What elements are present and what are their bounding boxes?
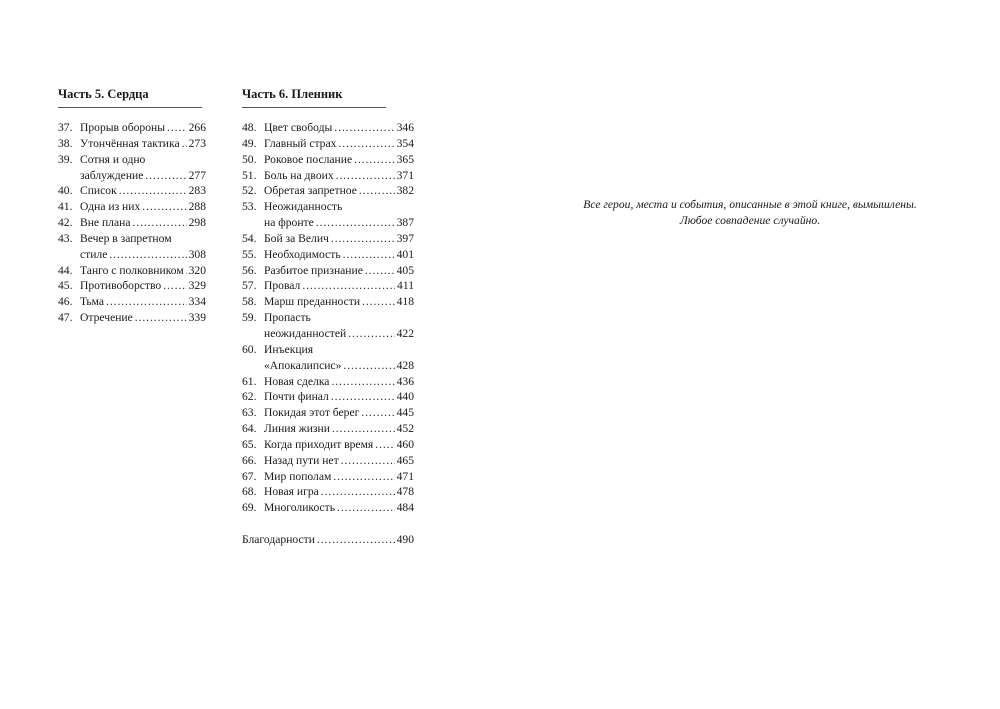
toc-item-line xyxy=(58,263,206,279)
toc-item-line xyxy=(58,310,206,326)
toc-item-title: Вечер в запретном xyxy=(80,231,172,245)
toc-page-number: 440 xyxy=(396,390,414,404)
toc-item-number: 59. xyxy=(242,311,257,325)
toc-item[interactable] xyxy=(58,278,206,294)
dot-leader xyxy=(119,183,187,199)
disclaimer-line-1: Все герои, места и события, описанные в этой книге, вымышлены. xyxy=(583,198,917,211)
toc-page-number: 365 xyxy=(396,152,414,166)
toc-item-title: Сотня и одно xyxy=(80,152,146,166)
toc-page-number: 490 xyxy=(396,532,414,546)
toc-item-number: 62. xyxy=(242,390,257,404)
toc-item-number: 52. xyxy=(242,184,257,198)
toc-item-title: Покидая этот берег xyxy=(264,406,360,420)
toc-item-line xyxy=(242,437,414,453)
toc-item[interactable] xyxy=(242,183,414,199)
toc-item-line xyxy=(242,136,414,152)
dot-leader xyxy=(362,294,395,310)
toc-item-line xyxy=(242,278,414,294)
toc-item-number: 67. xyxy=(242,469,257,483)
part-5-column xyxy=(58,86,206,326)
toc-item[interactable] xyxy=(242,278,414,294)
dot-leader xyxy=(336,168,395,184)
toc-item-number: 56. xyxy=(242,263,257,277)
toc-item-number: 55. xyxy=(242,247,257,261)
part-5-toc xyxy=(58,120,206,326)
toc-page-number: 320 xyxy=(188,263,206,277)
toc-page-number: 298 xyxy=(188,216,206,230)
toc-item-number: 63. xyxy=(242,406,257,420)
toc-item-line xyxy=(242,199,414,215)
toc-item-continuation xyxy=(58,247,206,263)
toc-page-number: 382 xyxy=(396,184,414,198)
toc-item[interactable] xyxy=(242,152,414,168)
toc-item-title: на фронте xyxy=(264,216,314,230)
toc-item-number: 53. xyxy=(242,200,257,214)
toc-item[interactable] xyxy=(242,374,414,390)
toc-item[interactable] xyxy=(242,168,414,184)
toc-item-line xyxy=(58,231,206,247)
toc-item-line xyxy=(242,421,414,437)
toc-item[interactable] xyxy=(242,199,414,231)
toc-item-title: Тьма xyxy=(80,295,105,309)
part-6-toc xyxy=(242,120,414,516)
toc-page-number: 436 xyxy=(396,374,414,388)
toc-item[interactable] xyxy=(242,437,414,453)
dot-leader xyxy=(302,278,395,294)
dot-leader xyxy=(361,405,394,421)
toc-item-title: заблуждение xyxy=(80,168,144,182)
toc-item-number: 68. xyxy=(242,485,257,499)
toc-item-title: Главный страх xyxy=(264,136,337,150)
toc-page-number: 288 xyxy=(188,200,206,214)
toc-item-number: 57. xyxy=(242,279,257,293)
toc-item-title: Противоборство xyxy=(80,279,162,293)
dot-leader xyxy=(348,326,394,342)
toc-item-number: 48. xyxy=(242,121,257,134)
toc-item[interactable] xyxy=(242,231,414,247)
toc-item-number: 39. xyxy=(58,152,73,166)
toc-item-title: Список xyxy=(80,184,117,198)
spacer xyxy=(242,516,414,532)
toc-item-continuation xyxy=(242,358,414,374)
toc-item-number: 37. xyxy=(58,121,73,134)
toc-item-number: 64. xyxy=(242,422,257,436)
toc-page-number: 418 xyxy=(396,295,414,309)
toc-item[interactable] xyxy=(242,136,414,152)
toc-item-number: 61. xyxy=(242,374,257,388)
dot-leader xyxy=(331,231,395,247)
toc-item-number: 44. xyxy=(58,263,73,277)
toc-item-number: 49. xyxy=(242,136,257,150)
toc-item-line xyxy=(58,294,206,310)
toc-page-number: 266 xyxy=(188,121,206,134)
disclaimer-line-2: Любое совпадение случайно. xyxy=(679,214,821,227)
dot-leader xyxy=(135,310,187,326)
toc-item-title: Прорыв обороны xyxy=(80,121,166,134)
dot-leader xyxy=(167,120,187,136)
toc-item-continuation xyxy=(242,215,414,231)
toc-page-number: 371 xyxy=(396,168,414,182)
part-5-title: Часть 5. Сердца xyxy=(58,87,149,101)
toc-page-number: 387 xyxy=(396,216,414,230)
toc-item-line xyxy=(242,405,414,421)
toc-page-number: 283 xyxy=(188,184,206,198)
toc-item-line xyxy=(242,152,414,168)
toc-item[interactable] xyxy=(58,152,206,184)
dot-leader xyxy=(145,168,186,184)
toc-item-line xyxy=(58,120,206,136)
toc-item-line xyxy=(242,374,414,390)
toc-item-line xyxy=(242,120,414,136)
toc-page-number: 411 xyxy=(397,279,414,293)
dot-leader xyxy=(338,136,394,152)
toc-item-line xyxy=(242,247,414,263)
part-5-rule xyxy=(58,107,202,108)
toc-page-number: 452 xyxy=(396,422,414,436)
toc-item[interactable] xyxy=(58,120,206,136)
toc-item-number: 45. xyxy=(58,279,73,293)
toc-page-number: 428 xyxy=(396,358,414,372)
dot-leader xyxy=(343,247,395,263)
toc-item-line xyxy=(242,168,414,184)
toc-item-line xyxy=(242,294,414,310)
toc-item-number: 42. xyxy=(58,216,73,230)
toc-item-line xyxy=(242,183,414,199)
toc-page-number: 405 xyxy=(396,263,414,277)
toc-item-number: 69. xyxy=(242,501,257,515)
toc-item-title: Бой за Велич xyxy=(264,231,329,245)
toc-item-line xyxy=(242,263,414,279)
toc-item-number: 47. xyxy=(58,311,73,325)
toc-item[interactable] xyxy=(58,263,206,279)
toc-item[interactable] xyxy=(242,405,414,421)
toc-item[interactable] xyxy=(58,215,206,231)
toc-item-title: Пропасть xyxy=(264,311,311,325)
toc-item-line xyxy=(58,215,206,231)
part-6-column xyxy=(242,86,414,548)
toc-item-title: стиле xyxy=(80,247,108,261)
toc-item[interactable] xyxy=(58,294,206,310)
toc-page-number: 471 xyxy=(396,469,414,483)
dot-leader xyxy=(354,152,395,168)
toc-item-title: Танго с полковником xyxy=(80,263,184,277)
toc-page-number: 445 xyxy=(396,406,414,420)
toc-item[interactable] xyxy=(58,199,206,215)
toc-page-number: 460 xyxy=(396,437,414,451)
toc-item-title: «Апокалипсис» xyxy=(264,358,342,372)
toc-item-title: Боль на двоих xyxy=(264,168,334,182)
toc-item[interactable] xyxy=(58,136,206,152)
toc-item[interactable] xyxy=(242,263,414,279)
toc-item-line xyxy=(242,342,414,358)
toc-item[interactable] xyxy=(242,484,414,500)
dot-leader xyxy=(333,469,394,485)
toc-item-title: Новая игра xyxy=(264,485,319,499)
toc-item-title: Назад пути нет xyxy=(264,453,339,467)
toc-item[interactable] xyxy=(58,231,206,263)
toc-page-number: 273 xyxy=(188,136,206,150)
toc-item-continuation xyxy=(58,168,206,184)
toc-item-title: Марш преданности xyxy=(264,295,361,309)
toc-item-title: неожиданностей xyxy=(264,326,347,340)
dot-leader xyxy=(332,421,395,437)
toc-item-acknowledgements[interactable] xyxy=(242,532,414,548)
toc-item-number: 50. xyxy=(242,152,257,166)
toc-item-number: 46. xyxy=(58,295,73,309)
toc-item-line xyxy=(242,484,414,500)
toc-item-title: Необходимость xyxy=(264,247,341,261)
toc-item[interactable] xyxy=(242,453,414,469)
toc-item-line xyxy=(58,152,206,168)
toc-item-number: 38. xyxy=(58,136,73,150)
dot-leader xyxy=(132,215,186,231)
toc-item-title: Разбитое признание xyxy=(264,263,363,277)
toc-item-number: 58. xyxy=(242,295,257,309)
toc-page-number: 277 xyxy=(188,168,206,182)
toc-page-number: 329 xyxy=(188,279,206,293)
toc-item-title: Линия жизни xyxy=(264,422,330,436)
toc-page-number: 334 xyxy=(188,295,206,309)
toc-item[interactable] xyxy=(242,500,414,516)
toc-item-line xyxy=(242,500,414,516)
toc-item[interactable] xyxy=(242,120,414,136)
toc-item-title: Многоликость xyxy=(264,501,336,515)
dot-leader xyxy=(163,278,186,294)
dot-leader xyxy=(186,263,187,279)
toc-item-title: Вне плана xyxy=(80,216,131,230)
toc-item-line xyxy=(58,278,206,294)
dot-leader xyxy=(106,294,187,310)
toc-page-number: 478 xyxy=(396,485,414,499)
dot-leader xyxy=(337,500,395,516)
toc-item-title: Новая сделка xyxy=(264,374,330,388)
part-6-title: Часть 6. Пленник xyxy=(242,87,343,101)
toc-item-title: Неожиданность xyxy=(264,200,343,214)
toc-item[interactable] xyxy=(242,389,414,405)
toc-page-number: 354 xyxy=(396,136,414,150)
toc-item[interactable] xyxy=(242,469,414,485)
dot-leader xyxy=(142,199,186,215)
toc-item[interactable] xyxy=(242,421,414,437)
toc-item-line xyxy=(242,469,414,485)
toc-item-title: Утончённая тактика xyxy=(80,136,180,150)
dot-leader xyxy=(182,136,187,152)
part-6-rule xyxy=(242,107,386,108)
toc-item-line xyxy=(242,389,414,405)
toc-item-line xyxy=(242,231,414,247)
dot-leader xyxy=(331,389,395,405)
toc-item-title: Почти финал xyxy=(264,390,329,404)
toc-item[interactable] xyxy=(58,183,206,199)
toc-page-number: 484 xyxy=(396,501,414,515)
toc-page-number: 308 xyxy=(188,247,206,261)
toc-item-line xyxy=(58,136,206,152)
toc-page-number: 346 xyxy=(396,121,414,134)
dot-leader xyxy=(321,484,395,500)
dot-leader xyxy=(375,437,394,453)
toc-page-number: 465 xyxy=(396,453,414,467)
toc-item[interactable] xyxy=(242,310,414,342)
toc-item-number: 65. xyxy=(242,437,257,451)
toc-item-title: Одна из них xyxy=(80,200,141,214)
toc-page-number: 401 xyxy=(396,247,414,261)
toc-item[interactable] xyxy=(242,294,414,310)
toc-item-title: Благодарности xyxy=(242,532,315,546)
toc-page-number: 397 xyxy=(396,231,414,245)
toc-page-number: 339 xyxy=(188,311,206,325)
toc-page-number: 422 xyxy=(396,326,414,340)
toc-item-number: 40. xyxy=(58,184,73,198)
dot-leader xyxy=(316,215,395,231)
toc-item[interactable] xyxy=(58,310,206,326)
toc-item-title: Цвет свободы xyxy=(264,121,333,134)
toc-item-title: Отречение xyxy=(80,311,133,325)
toc-item-line xyxy=(58,183,206,199)
toc-item-continuation xyxy=(242,326,414,342)
dot-leader xyxy=(341,453,395,469)
toc-item-title: Инъекция xyxy=(264,342,314,356)
dot-leader xyxy=(109,247,186,263)
dot-leader xyxy=(334,120,394,136)
dot-leader xyxy=(343,358,394,374)
toc-item-line xyxy=(58,199,206,215)
right-page xyxy=(500,0,1000,709)
toc-item-number: 54. xyxy=(242,231,257,245)
toc-item-title: Провал xyxy=(264,279,301,293)
toc-item[interactable] xyxy=(242,247,414,263)
toc-item-number: 43. xyxy=(58,231,73,245)
toc-item-number: 60. xyxy=(242,342,257,356)
toc-item-number: 66. xyxy=(242,453,257,467)
toc-item-number: 41. xyxy=(58,200,73,214)
toc-item-title: Когда приходит время xyxy=(264,437,374,451)
dot-leader xyxy=(317,532,395,548)
toc-item-title: Мир пополам xyxy=(264,469,332,483)
toc-item-line xyxy=(242,453,414,469)
dot-leader xyxy=(331,374,394,390)
dot-leader xyxy=(365,263,395,279)
fiction-disclaimer xyxy=(490,197,1000,229)
toc-item-number: 51. xyxy=(242,168,257,182)
toc-item-title: Роковое послание xyxy=(264,152,353,166)
toc-item-line xyxy=(242,310,414,326)
toc-item[interactable] xyxy=(242,342,414,374)
toc-item-title: Обретая запретное xyxy=(264,184,357,198)
dot-leader xyxy=(359,183,395,199)
